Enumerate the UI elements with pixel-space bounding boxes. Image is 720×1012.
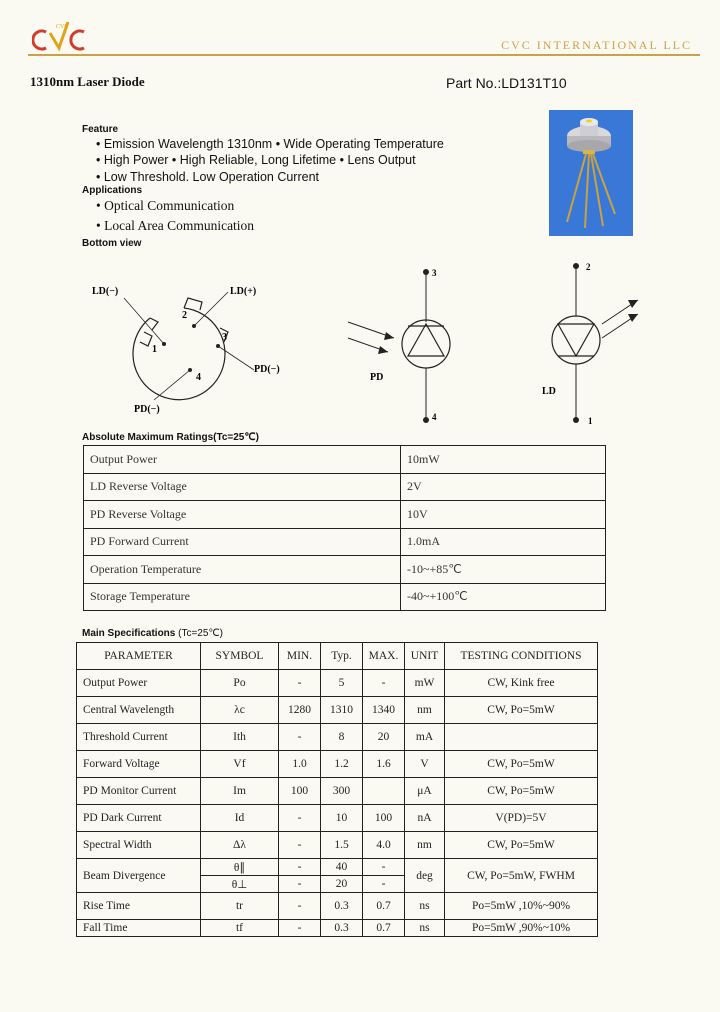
spec-cell: tf bbox=[201, 920, 279, 937]
laser-diode-photo bbox=[549, 110, 633, 236]
spec-cell: Id bbox=[201, 805, 279, 832]
spec-cell: V(PD)=5V bbox=[445, 805, 598, 832]
rating-parameter: PD Reverse Voltage bbox=[84, 501, 401, 529]
rating-value: -40~+100℃ bbox=[401, 583, 606, 611]
table-row bbox=[77, 724, 598, 751]
ld-pin-top: 2 bbox=[586, 262, 591, 272]
table-row bbox=[77, 859, 598, 876]
header-rule bbox=[28, 54, 700, 56]
spec-cell bbox=[363, 778, 405, 805]
table-row bbox=[84, 583, 606, 611]
spec-cell: ns bbox=[405, 893, 445, 920]
abs-max-heading: Absolute Maximum Ratings(Tc=25℃) bbox=[82, 432, 259, 443]
pd-symbol bbox=[344, 260, 464, 430]
spec-cell: - bbox=[363, 859, 405, 876]
spec-cell: Po=5mW ,90%~10% bbox=[445, 920, 598, 937]
rating-parameter: Storage Temperature bbox=[84, 583, 401, 611]
feature-heading: Feature bbox=[82, 124, 119, 135]
spec-cell: nm bbox=[405, 832, 445, 859]
table-row bbox=[77, 751, 598, 778]
table-row bbox=[84, 528, 606, 556]
ld-pin-bottom: 1 bbox=[588, 416, 593, 426]
table-row bbox=[77, 697, 598, 724]
pd-label: PD bbox=[370, 372, 384, 383]
column-header: UNIT bbox=[405, 643, 445, 670]
rating-value: 2V bbox=[401, 473, 606, 501]
spec-cell: Central Wavelength bbox=[77, 697, 201, 724]
spec-cell: μA bbox=[405, 778, 445, 805]
spec-cell: 1.6 bbox=[363, 751, 405, 778]
column-header: PARAMETER bbox=[77, 643, 201, 670]
specs-heading bbox=[82, 628, 223, 639]
spec-cell: - bbox=[279, 920, 321, 937]
spec-cell: 0.3 bbox=[321, 893, 363, 920]
spec-cell: - bbox=[279, 876, 321, 893]
spec-cell: - bbox=[363, 670, 405, 697]
spec-cell: 40 bbox=[321, 859, 363, 876]
spec-cell: CW, Po=5mW bbox=[445, 697, 598, 724]
spec-cell: mA bbox=[405, 724, 445, 751]
spec-cell: - bbox=[363, 876, 405, 893]
abs-max-table bbox=[83, 445, 606, 611]
spec-cell: - bbox=[279, 805, 321, 832]
part-number: Part No.:LD131T10 bbox=[446, 75, 567, 91]
spec-cell bbox=[445, 724, 598, 751]
label-ld-minus: LD(−) bbox=[92, 286, 119, 297]
label-pd-minus-2: PD(−) bbox=[134, 404, 160, 415]
spec-cell: 4.0 bbox=[363, 832, 405, 859]
table-row bbox=[77, 893, 598, 920]
spec-cell: 1.0 bbox=[279, 751, 321, 778]
spec-cell: θ∥ bbox=[201, 859, 279, 876]
spec-cell: CW, Kink free bbox=[445, 670, 598, 697]
spec-cell: tr bbox=[201, 893, 279, 920]
table-row bbox=[84, 501, 606, 529]
application-line-1: • Optical Communication bbox=[96, 198, 235, 213]
spec-cell: Spectral Width bbox=[77, 832, 201, 859]
spec-cell: 100 bbox=[363, 805, 405, 832]
table-row bbox=[84, 446, 606, 474]
spec-cell: 1.5 bbox=[321, 832, 363, 859]
spec-cell: 0.7 bbox=[363, 893, 405, 920]
bottom-view-diagram bbox=[88, 272, 298, 420]
feature-line-1: • Emission Wavelength 1310nm • Wide Operating Temperature bbox=[96, 137, 444, 151]
label-pd-minus: PD(−) bbox=[254, 364, 280, 375]
table-row bbox=[77, 778, 598, 805]
spec-cell: 20 bbox=[363, 724, 405, 751]
spec-cell: deg bbox=[405, 859, 445, 893]
rating-parameter: LD Reverse Voltage bbox=[84, 473, 401, 501]
company-name: CVC INTERNATIONAL LLC bbox=[501, 38, 692, 52]
spec-cell: Ith bbox=[201, 724, 279, 751]
spec-cell: Δλ bbox=[201, 832, 279, 859]
spec-cell: PD Dark Current bbox=[77, 805, 201, 832]
spec-cell: Output Power bbox=[77, 670, 201, 697]
rating-value: -10~+85℃ bbox=[401, 556, 606, 584]
spec-cell: CW, Po=5mW bbox=[445, 778, 598, 805]
column-header: SYMBOL bbox=[201, 643, 279, 670]
spec-cell: Forward Voltage bbox=[77, 751, 201, 778]
table-row bbox=[77, 670, 598, 697]
column-header: TESTING CONDITIONS bbox=[445, 643, 598, 670]
rating-parameter: PD Forward Current bbox=[84, 528, 401, 556]
spec-cell: 8 bbox=[321, 724, 363, 751]
spec-cell: V bbox=[405, 751, 445, 778]
rating-value: 10mW bbox=[401, 446, 606, 474]
spec-cell: Vf bbox=[201, 751, 279, 778]
feature-line-3: • Low Threshold. Low Operation Current bbox=[96, 170, 320, 184]
product-photo bbox=[549, 110, 633, 236]
table-row bbox=[77, 832, 598, 859]
spec-cell: Po bbox=[201, 670, 279, 697]
bottom-view-heading: Bottom view bbox=[82, 238, 142, 249]
table-header-row bbox=[77, 643, 598, 670]
spec-cell: - bbox=[279, 670, 321, 697]
pin-4-label: 4 bbox=[196, 372, 201, 383]
spec-cell: θ⊥ bbox=[201, 876, 279, 893]
rating-value: 1.0mA bbox=[401, 528, 606, 556]
spec-cell: λc bbox=[201, 697, 279, 724]
pd-pin-bottom: 4 bbox=[432, 412, 437, 422]
spec-cell: PD Monitor Current bbox=[77, 778, 201, 805]
table-row bbox=[84, 556, 606, 584]
pin-2-label: 2 bbox=[182, 310, 187, 321]
spec-cell: Fall Time bbox=[77, 920, 201, 937]
spec-cell: Im bbox=[201, 778, 279, 805]
spec-cell: - bbox=[279, 893, 321, 920]
feature-line-2: • High Power • High Reliable, Long Lifetime • Lens Output bbox=[96, 153, 416, 167]
specs-heading-cond: (Tc=25℃) bbox=[178, 628, 223, 639]
spec-cell: 0.7 bbox=[363, 920, 405, 937]
table-row bbox=[77, 805, 598, 832]
table-row bbox=[77, 920, 598, 937]
pin-1-label: 1 bbox=[152, 344, 157, 355]
spec-cell: 1.2 bbox=[321, 751, 363, 778]
table-row bbox=[84, 473, 606, 501]
ld-symbol bbox=[530, 258, 650, 430]
spec-cell: ns bbox=[405, 920, 445, 937]
pin-3-label: 3 bbox=[222, 332, 227, 343]
specs-table bbox=[76, 642, 598, 937]
application-line-2: • Local Area Communication bbox=[96, 218, 255, 233]
specs-heading-text: Main Specifications bbox=[82, 628, 176, 639]
spec-cell: 100 bbox=[279, 778, 321, 805]
spec-cell: 1310 bbox=[321, 697, 363, 724]
rating-parameter: Operation Temperature bbox=[84, 556, 401, 584]
rating-value: 10V bbox=[401, 501, 606, 529]
spec-cell: CW, Po=5mW bbox=[445, 751, 598, 778]
company-logo bbox=[32, 18, 92, 52]
spec-cell: 0.3 bbox=[321, 920, 363, 937]
spec-cell: 20 bbox=[321, 876, 363, 893]
spec-cell: - bbox=[279, 859, 321, 876]
spec-cell: nm bbox=[405, 697, 445, 724]
column-header: MIN. bbox=[279, 643, 321, 670]
product-title: 1310nm Laser Diode bbox=[30, 74, 145, 89]
column-header: Typ. bbox=[321, 643, 363, 670]
spec-cell: CW, Po=5mW, FWHM bbox=[445, 859, 598, 893]
spec-cell: 1340 bbox=[363, 697, 405, 724]
spec-cell: Po=5mW ,10%~90% bbox=[445, 893, 598, 920]
spec-cell: Rise Time bbox=[77, 893, 201, 920]
spec-cell: CW, Po=5mW bbox=[445, 832, 598, 859]
rating-parameter: Output Power bbox=[84, 446, 401, 474]
spec-cell: nA bbox=[405, 805, 445, 832]
spec-cell: Beam Divergence bbox=[77, 859, 201, 893]
spec-cell: 5 bbox=[321, 670, 363, 697]
spec-cell: mW bbox=[405, 670, 445, 697]
ld-label: LD bbox=[542, 386, 556, 397]
spec-cell: - bbox=[279, 724, 321, 751]
spec-cell: 10 bbox=[321, 805, 363, 832]
spec-cell: 300 bbox=[321, 778, 363, 805]
label-ld-plus: LD(+) bbox=[230, 286, 257, 297]
spec-cell: - bbox=[279, 832, 321, 859]
applications-heading: Applications bbox=[82, 185, 143, 196]
column-header: MAX. bbox=[363, 643, 405, 670]
spec-cell: Threshold Current bbox=[77, 724, 201, 751]
pd-pin-top: 3 bbox=[432, 268, 437, 278]
logo-text: CVC bbox=[56, 24, 69, 30]
spec-cell: 1280 bbox=[279, 697, 321, 724]
